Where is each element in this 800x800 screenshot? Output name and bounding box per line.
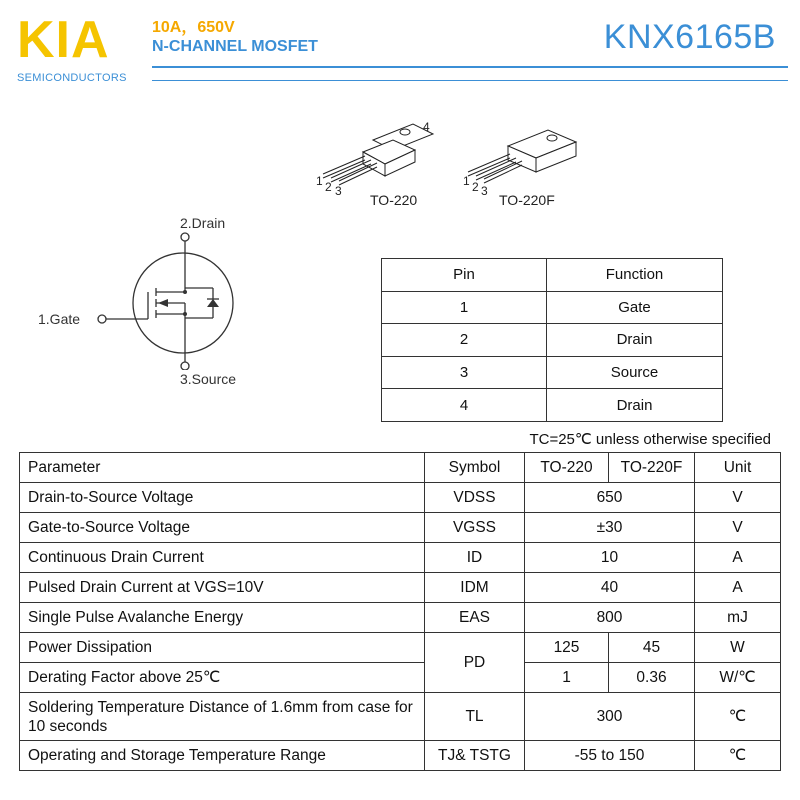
to220f-pin-2-label: 2 xyxy=(472,180,479,194)
to220-pin-1-label: 1 xyxy=(316,174,323,188)
table-row xyxy=(20,483,781,513)
brand-logo: KIA xyxy=(17,11,110,69)
to220-pin-2-label: 2 xyxy=(325,180,332,194)
brand-subtitle: SEMICONDUCTORS xyxy=(17,72,127,84)
to220-value-cell: 1 xyxy=(525,663,609,693)
table-header-row xyxy=(20,453,781,483)
symbol-cell: TJ& TSTG xyxy=(425,741,525,771)
value-cell: 800 xyxy=(525,603,695,633)
pin-number-cell: 2 xyxy=(382,324,547,357)
symbol-cell: VDSS xyxy=(425,483,525,513)
parameter-cell: Continuous Drain Current xyxy=(20,543,425,573)
to220-pin-3-label: 3 xyxy=(335,184,342,198)
test-condition-note: TC=25℃ unless otherwise specified xyxy=(529,431,771,448)
table-row xyxy=(20,693,781,741)
table-row xyxy=(20,573,781,603)
table-row xyxy=(382,291,723,324)
pin-number-cell: 4 xyxy=(382,389,547,422)
parameter-cell: Soldering Temperature Distance of 1.6mm from case for 10 seconds xyxy=(20,693,425,741)
drain-pin-label: 2.Drain xyxy=(180,215,226,231)
to220f-package-drawing xyxy=(460,122,590,202)
symbol-cell: EAS xyxy=(425,603,525,633)
value-cell: ±30 xyxy=(525,513,695,543)
table-row xyxy=(20,663,781,693)
header-rule xyxy=(152,66,788,68)
parameter-cell: Operating and Storage Temperature Range xyxy=(20,741,425,771)
pin-number-cell: 3 xyxy=(382,356,547,389)
symbol-header: Symbol xyxy=(425,453,525,483)
ratings-table xyxy=(19,452,781,771)
symbol-cell: TL xyxy=(425,693,525,741)
unit-cell: A xyxy=(695,543,781,573)
symbol-cell: PD xyxy=(425,633,525,693)
pin-number-cell: 1 xyxy=(382,291,547,324)
table-row xyxy=(20,603,781,633)
table-row xyxy=(382,324,723,357)
symbol-cell: VGSS xyxy=(425,513,525,543)
gate-pin-label: 1.Gate xyxy=(38,311,81,327)
to220f-label: TO-220F xyxy=(499,192,555,208)
to220f-value-cell: 45 xyxy=(609,633,695,663)
table-row xyxy=(20,633,781,663)
pin-function-cell: Gate xyxy=(547,291,723,324)
parameter-cell: Pulsed Drain Current at VGS=10V xyxy=(20,573,425,603)
unit-header: Unit xyxy=(695,453,781,483)
table-row xyxy=(20,741,781,771)
to220-value-cell: 125 xyxy=(525,633,609,663)
parameter-cell: Drain-to-Source Voltage xyxy=(20,483,425,513)
value-cell: 300 xyxy=(525,693,695,741)
value-cell: -55 to 150 xyxy=(525,741,695,771)
table-row xyxy=(382,389,723,422)
table-header-row xyxy=(382,259,723,292)
parameter-header: Parameter xyxy=(20,453,425,483)
to220-label: TO-220 xyxy=(370,192,418,208)
unit-cell: W/℃ xyxy=(695,663,781,693)
pin-function-table xyxy=(381,258,723,422)
unit-cell: V xyxy=(695,513,781,543)
table-row xyxy=(382,356,723,389)
table-row xyxy=(20,513,781,543)
symbol-cell: ID xyxy=(425,543,525,573)
to220f-header: TO-220F xyxy=(609,453,695,483)
function-header: Function xyxy=(547,259,723,292)
to220-header: TO-220 xyxy=(525,453,609,483)
unit-cell: W xyxy=(695,633,781,663)
to220f-value-cell: 0.36 xyxy=(609,663,695,693)
spec-rating: 10A，650V xyxy=(152,19,235,36)
source-pin-label: 3.Source xyxy=(180,371,237,387)
parameter-cell: Single Pulse Avalanche Energy xyxy=(20,603,425,633)
unit-cell: ℃ xyxy=(695,693,781,741)
unit-cell: V xyxy=(695,483,781,513)
part-number: KNX6165B xyxy=(603,18,776,56)
pin-function-cell: Drain xyxy=(547,389,723,422)
unit-cell: A xyxy=(695,573,781,603)
mosfet-schematic-symbol xyxy=(90,230,250,370)
table-row xyxy=(20,543,781,573)
value-cell: 40 xyxy=(525,573,695,603)
device-type: N-CHANNEL MOSFET xyxy=(152,38,318,55)
to220-pin-4-label: 4 xyxy=(423,120,430,134)
parameter-cell: Derating Factor above 25℃ xyxy=(20,663,425,693)
parameter-cell: Gate-to-Source Voltage xyxy=(20,513,425,543)
header-rule-thin xyxy=(152,80,788,81)
symbol-cell: IDM xyxy=(425,573,525,603)
unit-cell: ℃ xyxy=(695,741,781,771)
parameter-cell: Power Dissipation xyxy=(20,633,425,663)
pin-function-cell: Drain xyxy=(547,324,723,357)
unit-cell: mJ xyxy=(695,603,781,633)
value-cell: 650 xyxy=(525,483,695,513)
pin-function-cell: Source xyxy=(547,356,723,389)
to220f-pin-3-label: 3 xyxy=(481,184,488,198)
value-cell: 10 xyxy=(525,543,695,573)
to220f-pin-1-label: 1 xyxy=(463,174,470,188)
pin-header: Pin xyxy=(382,259,547,292)
